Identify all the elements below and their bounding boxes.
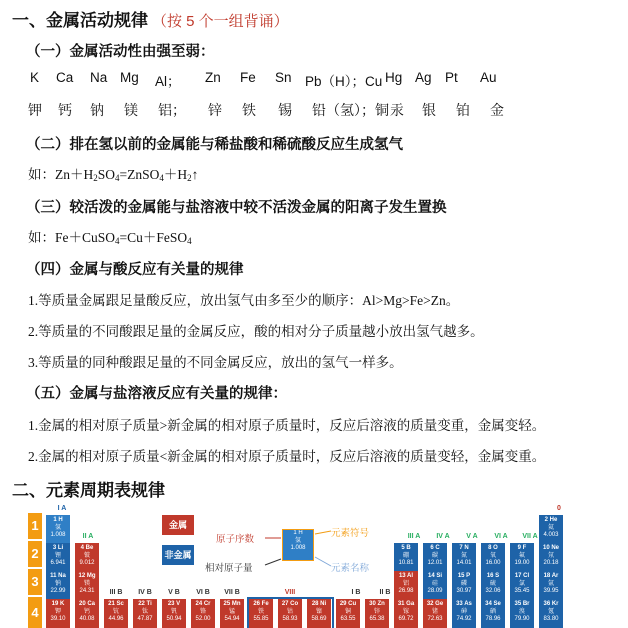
el-top: 21 Sc — [108, 601, 124, 607]
section-title-metal-activity — [12, 6, 289, 31]
el-mass: 1.008 — [290, 545, 306, 551]
legend-relative-mass: 相对原子量 — [205, 563, 253, 574]
eq-sub: 4 — [115, 236, 120, 246]
el-top: 12 Mg — [78, 573, 96, 579]
element-ge — [423, 599, 447, 628]
el-mass: 20.18 — [543, 560, 559, 566]
legend-sample-element — [282, 529, 314, 561]
element-s — [481, 571, 505, 599]
subheading-displacement: （三）较活泼的金属能与盐溶液中较不活泼金属的阳离子发生置换 — [26, 200, 447, 216]
element-si — [423, 571, 447, 599]
el-top: 6 C — [430, 545, 440, 551]
group-viii-highlight — [247, 597, 334, 628]
element-v — [162, 599, 186, 628]
group-label: VIII — [284, 589, 296, 596]
el-top: 36 Kr — [543, 601, 559, 607]
group-label: II A — [82, 533, 94, 540]
eq-sub: 2 — [187, 173, 192, 183]
el-top: 29 Cu — [339, 601, 357, 607]
el-mass: 19.00 — [514, 560, 530, 566]
el-top: 2 He — [544, 517, 558, 523]
element-cl — [510, 571, 534, 599]
el-mass: 79.90 — [514, 616, 530, 622]
el-mass: 16.00 — [485, 560, 501, 566]
activity-name: 钠 — [90, 104, 104, 119]
el-name: 氦 — [547, 524, 554, 531]
el-mass: 63.55 — [340, 616, 356, 622]
eq-part: ↑ — [191, 167, 199, 182]
el-name: 铜 — [344, 608, 351, 615]
el-top: 24 Cr — [195, 601, 211, 607]
eq-part: 如：Zn＋H — [28, 167, 94, 182]
el-mass: 54.94 — [224, 616, 240, 622]
element-ar — [539, 571, 563, 599]
activity-name: 铝； — [158, 104, 186, 119]
activity-symbol: Zn — [205, 70, 221, 85]
eq-part: 如：Fe＋CuSO — [28, 230, 116, 245]
group-label: VII B — [224, 589, 240, 596]
eq-part: SO — [97, 167, 116, 182]
el-mass: 58.69 — [311, 616, 327, 622]
el-mass: 78.96 — [485, 616, 501, 622]
group-label: VI B — [196, 589, 210, 596]
element-ca — [75, 599, 99, 628]
el-mass: 32.06 — [485, 588, 501, 594]
element-sc — [104, 599, 128, 628]
element-as — [452, 599, 476, 628]
el-mass: 39.10 — [50, 616, 66, 622]
element-mn — [220, 599, 244, 628]
el-name: 氮 — [460, 552, 467, 559]
el-mass: 26.98 — [398, 588, 414, 594]
element-al — [394, 571, 418, 599]
el-top: 30 Zn — [369, 601, 385, 607]
group-label: V B — [168, 589, 180, 596]
period-number: 1 — [28, 513, 42, 539]
el-mass: 74.92 — [456, 616, 472, 622]
eq-part: =Cu＋FeSO — [119, 230, 188, 245]
activity-name: 铅（氢）；铜 — [312, 104, 389, 119]
el-mass: 9.012 — [79, 560, 95, 566]
el-top: 7 N — [459, 545, 469, 551]
el-mass: 35.45 — [514, 588, 530, 594]
periodic-table — [28, 505, 578, 628]
rule-4-3: 3.等质量的同种酸跟足量的不同金属反应，放出的氢气一样多。 — [28, 355, 403, 370]
el-name: 钛 — [141, 608, 148, 615]
period-number: 2 — [28, 541, 42, 567]
element-h — [46, 515, 70, 543]
el-mass: 83.80 — [543, 616, 559, 622]
group-label: I B — [351, 589, 361, 596]
activity-symbol: Ca — [56, 70, 74, 85]
element-cu — [336, 599, 360, 628]
rule-5-1: 1.金属的相对原子质量>新金属的相对原子质量时，反应后溶液的质量变重，金属变轻。 — [28, 418, 546, 433]
el-name: 氖 — [547, 552, 554, 559]
element-cr — [191, 599, 215, 628]
legend-nonmetal: 非金属 — [162, 545, 194, 565]
el-top: 31 Ga — [397, 601, 415, 607]
el-mass: 44.96 — [108, 616, 124, 622]
el-mass: 40.08 — [79, 616, 95, 622]
legend-element-name: 元素名称 — [331, 563, 370, 574]
el-name: 铍 — [83, 552, 90, 559]
element-br — [510, 599, 534, 628]
element-ga — [394, 599, 418, 628]
el-name: 铁 — [257, 608, 264, 615]
el-name: 硼 — [402, 552, 409, 559]
eq-part: ＋H — [163, 167, 188, 182]
period-number: 3 — [28, 569, 42, 595]
element-ti — [133, 599, 157, 628]
el-top: 1 H — [293, 530, 303, 536]
eq-part: =ZnSO — [119, 167, 160, 182]
el-name: 氩 — [547, 580, 554, 587]
el-name: 镓 — [402, 608, 409, 615]
el-top: 17 Cl — [514, 573, 530, 579]
activity-name: 锌 — [208, 104, 222, 119]
title-text: 一、金属活动规律 — [12, 11, 148, 30]
el-mass: 28.09 — [427, 588, 443, 594]
el-top: 9 F — [517, 545, 527, 551]
legend-metal: 金属 — [162, 515, 194, 535]
el-mass: 72.63 — [427, 616, 443, 622]
el-mass: 65.38 — [369, 616, 385, 622]
example-fe-cuso4 — [28, 226, 192, 246]
activity-name: 锡 — [278, 104, 292, 119]
el-mass: 69.72 — [398, 616, 414, 622]
el-mass: 55.85 — [253, 616, 269, 622]
activity-name: 汞 — [390, 104, 404, 119]
el-name: 钒 — [170, 608, 177, 615]
el-top: 20 Ca — [78, 601, 95, 607]
activity-name: 钾 — [28, 104, 42, 119]
el-mass: 4.003 — [543, 532, 559, 538]
el-name: 钴 — [286, 608, 293, 615]
el-top: 1 H — [53, 517, 63, 523]
el-top: 33 As — [456, 601, 472, 607]
el-top: 25 Mn — [223, 601, 241, 607]
group-label: III B — [109, 589, 123, 596]
el-top: 26 Fe — [253, 601, 269, 607]
rule-5-2: 2.金属的相对原子质量<新金属的相对原子质量时，反应后溶液的质量变轻，金属变重。 — [28, 449, 546, 464]
activity-symbol: Mg — [120, 70, 139, 85]
element-li — [46, 543, 70, 571]
element-he — [539, 515, 563, 543]
rule-4-2: 2.等质量的不同酸跟足量的金属反应，酸的相对分子质量越小放出氢气越多。 — [28, 324, 484, 339]
group-label: IV B — [138, 589, 152, 596]
el-name: 碳 — [431, 552, 438, 559]
el-top: 15 P — [457, 573, 471, 579]
el-name: 溴 — [518, 608, 525, 615]
eq-sub: 2 — [93, 173, 98, 183]
group-label: VI A — [494, 533, 508, 540]
activity-name: 银 — [422, 104, 436, 119]
el-name: 锰 — [228, 608, 235, 615]
subheading-acid-reaction: （二）排在氢以前的金属能与稀盐酸和稀硫酸反应生成氢气 — [26, 137, 403, 153]
el-top: 18 Ar — [543, 573, 559, 579]
activity-symbol: K — [30, 70, 40, 85]
el-name: 镁 — [83, 580, 90, 587]
el-name: 氪 — [547, 608, 554, 615]
example-zn-h2so4 — [28, 163, 198, 183]
el-mass: 52.00 — [195, 616, 211, 622]
el-name: 硅 — [431, 580, 438, 587]
el-mass: 10.81 — [398, 560, 414, 566]
el-name: 硫 — [489, 580, 496, 587]
element-zn — [365, 599, 389, 628]
activity-symbol: Pb（H）；Cu — [305, 74, 383, 89]
el-name: 硒 — [489, 608, 496, 615]
activity-symbol: Fe — [240, 70, 256, 85]
el-top: 4 Be — [80, 545, 94, 551]
el-mass: 24.31 — [79, 588, 95, 594]
el-mass: 22.99 — [50, 588, 66, 594]
el-top: 3 Li — [52, 545, 64, 551]
el-top: 34 Se — [485, 601, 501, 607]
eq-sub: 4 — [159, 173, 164, 183]
subheading-salt-quantity-rules: （五）金属与盐溶液反应有关量的规律： — [26, 386, 287, 402]
el-top: 28 Ni — [311, 601, 327, 607]
el-top: 16 S — [486, 573, 500, 579]
activity-name: 镁 — [124, 104, 138, 119]
el-name: 钙 — [83, 608, 90, 615]
el-top: 35 Br — [514, 601, 530, 607]
activity-symbol: Ag — [415, 70, 432, 85]
activity-symbol: Au — [480, 70, 497, 85]
el-mass: 14.01 — [456, 560, 472, 566]
title-note: （按 5 个一组背诵） — [152, 13, 289, 30]
el-mass: 6.941 — [50, 560, 66, 566]
el-mass: 58.93 — [282, 616, 298, 622]
element-k — [46, 599, 70, 628]
el-top: 27 Co — [281, 601, 299, 607]
activity-name: 铂 — [456, 104, 470, 119]
el-name: 铝 — [402, 580, 409, 587]
element-b — [394, 543, 418, 571]
el-top: 32 Ge — [426, 601, 444, 607]
el-name: 氯 — [518, 580, 525, 587]
el-name: 钪 — [112, 608, 119, 615]
group-label: II B — [379, 589, 391, 596]
legend-element-symbol: 元素符号 — [331, 528, 370, 539]
subheading-acid-quantity-rules: （四）金属与酸反应有关量的规律 — [26, 262, 244, 278]
el-mass: 12.01 — [427, 560, 443, 566]
element-n — [452, 543, 476, 571]
el-name: 氢 — [54, 524, 61, 531]
element-se — [481, 599, 505, 628]
el-top: 14 Si — [427, 573, 442, 579]
el-mass: 47.87 — [137, 616, 153, 622]
eq-sub: 4 — [187, 236, 192, 246]
group-label: V A — [466, 533, 478, 540]
element-o — [481, 543, 505, 571]
el-top: 5 B — [401, 545, 411, 551]
activity-name: 铁 — [242, 104, 256, 119]
element-be — [75, 543, 99, 571]
el-mass: 39.95 — [543, 588, 559, 594]
el-name: 镍 — [315, 608, 322, 615]
el-name: 钾 — [54, 608, 61, 615]
el-mass: 1.008 — [50, 532, 66, 538]
group-label: I A — [57, 505, 67, 512]
el-name: 锂 — [54, 552, 61, 559]
element-mg — [75, 571, 99, 599]
eq-sub: 4 — [115, 173, 120, 183]
element-p — [452, 571, 476, 599]
element-f — [510, 543, 534, 571]
element-kr — [539, 599, 563, 628]
el-top: 13 Al — [398, 573, 414, 579]
el-mass: 30.97 — [456, 588, 472, 594]
subheading-activity-series: （一）金属活动性由强至弱： — [26, 44, 215, 60]
el-name: 锗 — [431, 608, 438, 615]
el-top: 19 K — [51, 601, 65, 607]
group-label: 0 — [557, 505, 561, 512]
el-name: 氧 — [489, 552, 496, 559]
element-c — [423, 543, 447, 571]
el-name: 氢 — [294, 537, 301, 544]
activity-symbol: Sn — [275, 70, 292, 85]
el-name: 磷 — [460, 580, 467, 587]
section-title-periodic-table: 二、元素周期表规律 — [12, 481, 165, 500]
group-label: III A — [407, 533, 421, 540]
rule-4-1: 1.等质量金属跟足量酸反应，放出氢气由多至少的顺序：Al>Mg>Fe>Zn。 — [28, 293, 460, 308]
activity-symbol: Pt — [445, 70, 458, 85]
period-number: 4 — [28, 597, 42, 628]
el-mass: 50.94 — [166, 616, 182, 622]
group-label: VII A — [522, 533, 538, 540]
activity-symbol: Al； — [155, 74, 181, 89]
activity-name: 钙 — [58, 104, 72, 119]
el-name: 砷 — [460, 608, 467, 615]
activity-symbol: Hg — [385, 70, 403, 85]
el-top: 11 Na — [50, 573, 66, 579]
el-top: 23 V — [167, 601, 181, 607]
el-top: 10 Ne — [542, 545, 559, 551]
el-top: 8 O — [488, 545, 498, 551]
activity-name: 金 — [490, 104, 504, 119]
el-name: 氟 — [518, 552, 525, 559]
element-ne — [539, 543, 563, 571]
group-label: IV A — [436, 533, 450, 540]
el-name: 铬 — [199, 608, 206, 615]
el-name: 锌 — [373, 608, 380, 615]
el-name: 钠 — [54, 580, 61, 587]
el-top: 22 Ti — [138, 601, 152, 607]
element-na — [46, 571, 70, 599]
activity-symbol: Na — [90, 70, 108, 85]
legend-atomic-number: 原子序数 — [216, 534, 255, 545]
